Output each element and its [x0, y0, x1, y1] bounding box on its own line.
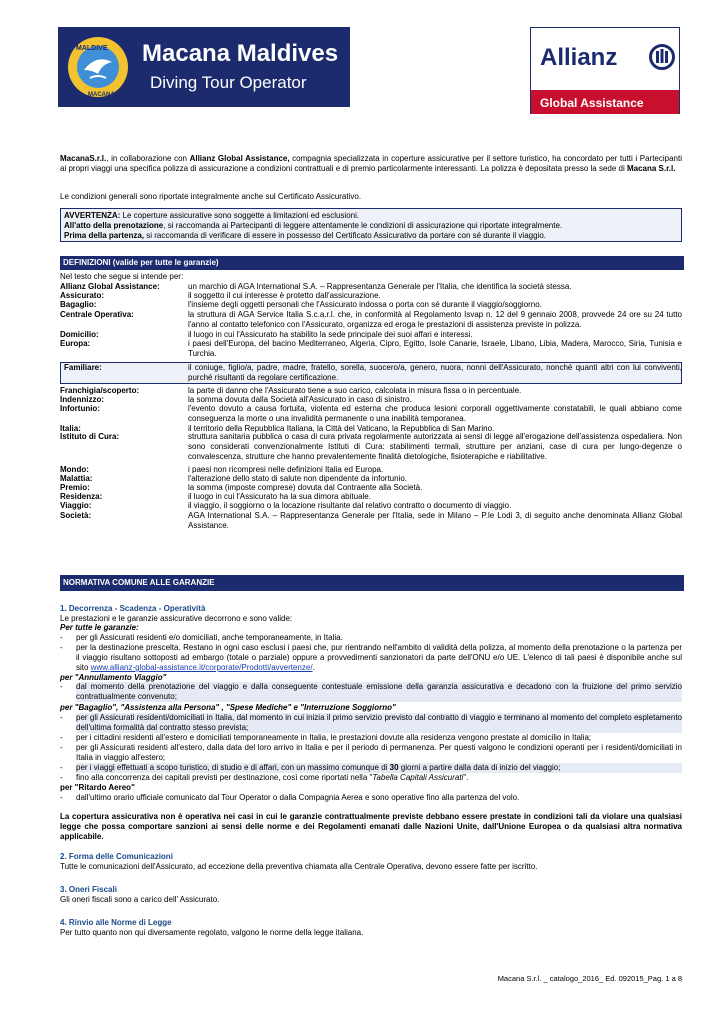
section-1-intro: Le prestazioni e le garanzie assicurative decorrono e sono valide: [60, 614, 293, 623]
warning-line-1 [64, 211, 678, 221]
definition-text: il territorio della Repubblica Italiana, la Città del Vaticano, la Repubblica di San Marino. [188, 424, 495, 433]
sanctions-paragraph: La copertura assicurativa non è operativa nei casi in cui le garanzie contrattualmente previste debbano essere prestate in condizioni tali da violare una qualsiasi legge che possa comportare sanzioni ai sensi delle norme e dei Regolamenti emanati dalle Nazioni Unite, dall'Unione Europea o da qualsiasi altra normativa applicabile. [60, 812, 682, 841]
bullet-4: per gli Assicurati residenti/domiciliati in Italia, dal momento in cui inizia il primo servizio previsto dal contratto di viaggio e terminano al momento del completo espletamento dell'ultima formalità dal contratto stesso prevista; [76, 713, 682, 732]
section-1-title: 1. Decorrenza - Scadenza - Operatività [60, 604, 206, 613]
intro-text-2: compagnia specializzata in coperture assicurative per il settore turistico, ha concordato per tutti i Partecipanti ai propri viaggi una specifica polizza di assicurazione a condizioni contrattuali e di premio particolarmente interessanti. La polizza è depositata presso la sede di [60, 154, 683, 173]
dash: - [60, 793, 63, 802]
definition-text: il luogo in cui l'Assicurato ha stabilito la sede principale dei suoi affari e interessi. [188, 330, 473, 339]
definition-text: i paesi non ricompresi nelle definizioni Italia ed Europa. [188, 465, 384, 474]
definition-term: Viaggio: [60, 501, 92, 510]
definitions-heading: DEFINIZIONI (valide per tutte le garanzie) [60, 256, 684, 270]
definition-term: Centrale Operativa: [60, 310, 134, 319]
intro-paragraph [60, 154, 682, 174]
allianz-logo [530, 27, 680, 114]
warning-text-1: Le coperture assicurative sono soggette a limitazioni ed esclusioni. [120, 211, 360, 220]
warning-text-2: , si raccomanda ai Partecipanti di leggere attentamente le condizioni di assicurazione qui riportate integralmente. [163, 221, 563, 230]
logo-top-text: MALDIVE [76, 45, 108, 52]
dash: - [60, 682, 63, 691]
definition-text: la parte di danno che l'Assicurato tiene a suo carico, calcolata in misura fissa o in percentuale. [188, 386, 522, 395]
section-2-text: Tutte le comunicazioni dell'Assicurato, ad eccezione della preventiva chiamata alla Centrale Operativa, devono essere fatte per iscritto. [60, 862, 538, 871]
definition-text: il coniuge, figlio/a, padre, madre, fratello, sorella, suocero/a, genero, nuora, nonni dell'Assicurato, nonché quanti altri con lui conviventi, purché risultanti da regolare certificazione. [188, 363, 682, 382]
definition-term: Indennizzo: [60, 395, 104, 404]
dash: - [60, 773, 63, 782]
definition-text: la struttura di AGA Service Italia S.c.a.r.l. che, in conformità al Regolamento Isvap n. 12 del 9 gennaio 2008, provvede 24 ore su 24 tutto l'anno al contatto telefonico con l'Assicurato, organizza ed eroga le prestazioni di assistenza previste in polizza. [188, 310, 682, 329]
dash: - [60, 763, 63, 772]
definition-text: la somma dovuta dalla Società all'Assicurato in caso di sinistro. [188, 395, 412, 404]
logo-bottom-text: MACANA [88, 92, 115, 98]
definition-term: Italia: [60, 424, 81, 433]
bagaglio-label: per "Bagaglio", "Assistenza alla Persona" , "Spese Mediche" e "Interruzione Soggiorno" [60, 703, 396, 712]
definition-text: un marchio di AGA International S.A. – Rappresentanza Generale per l'Italia, che identifica la società stessa. [188, 282, 572, 291]
bullet-8-text: fino alla concorrenza dei capitali previsti per destinazione, così come riportati nella " [76, 773, 373, 782]
section-2-title: 2. Forma delle Comunicazioni [60, 852, 173, 861]
definition-term: Europa: [60, 339, 91, 348]
bullet-7-end: giorni a partire dalla data di inizio del viaggio; [398, 763, 561, 772]
dash: - [60, 633, 63, 642]
bullet-2-text: per la destinazione prescelta. Restano in ogni caso esclusi i paesi che, pur rientrando nell'ambito di validità della polizza, al momento della prenotazione o la partenza per il viaggio risultano sottoposti ad embargo (totale o parziale) oppure a provvedimenti sanzionatori da parte dell'ONU e/o UE. L'elenco di tali paesi è disponibile anche sul sito [76, 643, 682, 672]
dash: - [60, 643, 63, 652]
definition-term: Allianz Global Assistance: [60, 282, 160, 291]
definition-term: Malattia: [60, 474, 93, 483]
bullet-2-end: . [312, 663, 315, 672]
definition-text: il soggetto il cui interesse è protetto dall'assicurazione. [188, 291, 381, 300]
intro-paragraph-2: Le condizioni generali sono riportate integralmente anche sul Certificato Assicurativo. [60, 192, 362, 201]
tabella-capitali: Tabella Capitali Assicurati [372, 773, 464, 782]
company-name: MacanaS.r.l. [60, 154, 107, 163]
definition-term: Domicilio: [60, 330, 99, 339]
dash: - [60, 743, 63, 752]
definitions-intro: Nel testo che segue si intende per: [60, 272, 184, 281]
definition-term: Franchigia/scoperto: [60, 386, 140, 395]
warning-text-3: si raccomanda di verificare di essere in possesso del Certificato Assicurativo da portare con sé durante il viaggio. [144, 231, 547, 240]
bullet-2 [76, 643, 682, 673]
definition-term: Mondo: [60, 465, 89, 474]
definition-text: i paesi dell'Europa, del bacino Mediterraneo, Algeria, Cipro, Egitto, Isole Canarie, Israele, Libano, Libia, Madera, Marocco, Siria, Tunisia e Turchia. [188, 339, 682, 358]
definition-text: la somma (imposte comprese) dovuta dal Contraente alla Società. [188, 483, 423, 492]
bullet-5: per i cittadini residenti all'estero e domiciliati temporaneamente in Italia, le prestazioni dovute alla residenza vengono prestate al domicilio in Italia; [76, 733, 592, 742]
normativa-heading: NORMATIVA COMUNE ALLE GARANZIE [60, 575, 684, 591]
macana-banner [58, 27, 350, 107]
dash: - [60, 713, 63, 722]
bullet-3: dal momento della prenotazione del viaggio e dalla conseguente contestuale emissione della garanzia assicurativa e decadono con la fruizione del primo servizio contrattualmente convenuto; [76, 682, 682, 701]
intro-text-1: , in collaborazione con [106, 154, 190, 163]
allianz-name: Allianz Global Assistance, [189, 154, 290, 163]
definition-term: Società: [60, 511, 92, 520]
macana-logo-icon [66, 34, 130, 100]
banner-title: Macana Maldives [142, 40, 339, 67]
max-days: 30 [389, 763, 399, 772]
bullet-7-text: per i viaggi effettuati a scopo turistico, di studio e di affari, con un massimo comunque di [76, 763, 390, 772]
definition-text: il luogo in cui l'Assicurato ha la sua dimora abituale. [188, 492, 371, 501]
all-guarantees-label: Per tutte le garanzie: [60, 623, 139, 632]
allianz-wordmark: Allianz [540, 44, 618, 71]
section-3-title: 3. Oneri Fiscali [60, 885, 117, 894]
allianz-global-assistance: Global Assistance [540, 96, 644, 110]
warning-box [60, 208, 682, 242]
company-name-2: Macana S.r.l. [626, 164, 676, 173]
warning-label-2: All'atto della prenotazione [64, 221, 164, 230]
definition-text: AGA International S.A. – Rappresentanza Generale per l'Italia, sede in Milano – P.le Lodi 3, di seguito anche denominata Allianz Global Assistance. [188, 511, 682, 530]
page-footer: Macana S.r.l. _ catalogo_2016_ Ed. 092015_Pag. 1 a 8 [497, 974, 682, 983]
definition-term: Familiare: [64, 363, 102, 372]
definition-text: il viaggio, il soggiorno o la locazione risultante dal relativo contratto o documento di viaggio. [188, 501, 512, 510]
section-3-text: Gli oneri fiscali sono a carico dell' Assicurato. [60, 895, 220, 904]
bullet-7 [76, 763, 682, 773]
definition-text: struttura sanitaria pubblica o casa di cura privata regolarmente autorizzata ai sensi di legge all'erogazione dell'assistenza ospedaliera. Non sono considerati convenzionalmente Istituti di Cura: stabilimenti termali, strutture per anziani, case di cura per lungo-degenze o convalescenza, strutture che hanno prevalentemente finalità dietologiche, fisioterapiche e riabilitative. [188, 432, 682, 461]
warning-line-2 [64, 221, 678, 231]
definition-term: Premio: [60, 483, 90, 492]
warning-line-3 [64, 231, 678, 241]
definition-term: Assicurato: [60, 291, 105, 300]
annullamento-label: per "Annullamento Viaggio" [60, 673, 167, 682]
dash: - [60, 733, 63, 742]
banner-subtitle: Diving Tour Operator [150, 73, 307, 92]
bullet-8 [76, 773, 682, 783]
definition-term: Infortunio: [60, 404, 100, 413]
bullet-8-end: ". [463, 773, 469, 782]
section-4-text: Per tutto quanto non qui diversamente regolato, valgono le norme della legge italiana. [60, 928, 364, 937]
section-4-title: 4. Rinvio alle Norme di Legge [60, 918, 172, 927]
definition-term: Residenza: [60, 492, 103, 501]
definition-text: l'insieme degli oggetti personali che l'Assicurato indossa o porta con sé durante il viaggio/soggiorno. [188, 300, 542, 309]
definition-text: l'evento dovuto a causa fortuita, violenta ed esterna che produca lesioni corporali oggettivamente constatabili, le quali abbiano come conseguenza la morte o una invalidità permanente o una inabilità temporanea. [188, 404, 682, 423]
definition-term: Istituto di Cura: [60, 432, 120, 441]
warning-label: AVVERTENZA: [64, 211, 121, 220]
definition-term: Bagaglio: [60, 300, 97, 309]
ritardo-label: per "Ritardo Aereo" [60, 783, 135, 792]
bullet-9: dall'ultimo orario ufficiale comunicato dal Tour Operator o dalla Compagnia Aerea e sono operative fino alla partenza del volo. [76, 793, 520, 802]
bullet-6: per gli Assicurati residenti all'estero, dalla data del loro arrivo in Italia e per il periodo di permanenza. Per questi valgono le condizioni operanti per i residenti/domiciliati in Italia in viaggio all'estero; [76, 743, 682, 762]
allianz-eagle-icon [649, 44, 675, 70]
definition-text: l'alterazione dello stato di salute non dipendente da infortunio. [188, 474, 408, 483]
bullet-1: per gli Assicurati residenti e/o domiciliati, anche temporaneamente, in Italia. [76, 633, 343, 642]
warning-label-3: Prima della partenza, [64, 231, 145, 240]
avvertenze-link[interactable]: www.allianz-global-assistance.it/corporate/Prodotti/avvertenze/ [90, 663, 313, 672]
